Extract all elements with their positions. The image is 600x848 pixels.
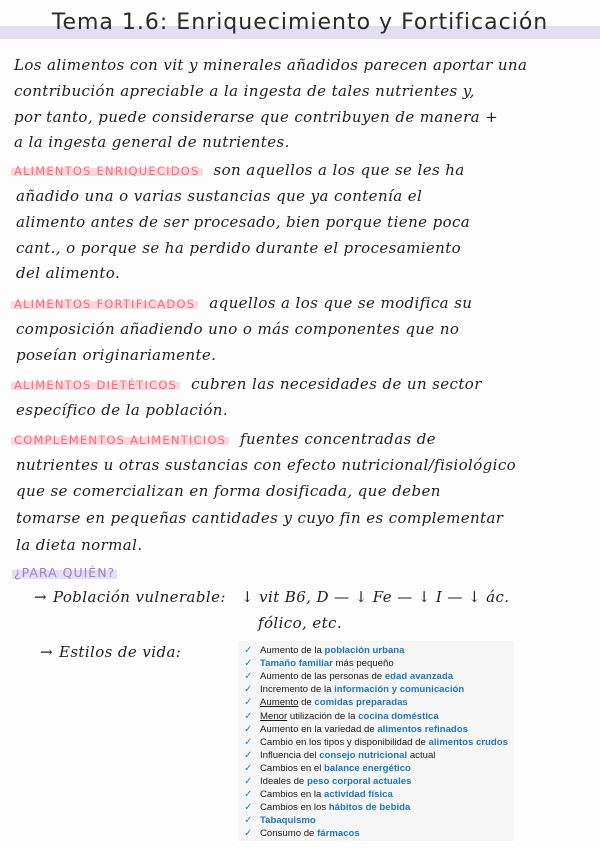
checklist-item [244, 827, 360, 840]
vulnerable-label: Población vulnerable: [52, 588, 226, 606]
vulnerable-row [34, 588, 600, 606]
check-icon: ✓ [244, 749, 253, 761]
checklist-item [244, 814, 316, 827]
definition-fortificados [14, 294, 594, 312]
checklist-item [244, 736, 508, 749]
intro-line: contribución apreciable a la ingesta de tales nutrientes y, [14, 82, 475, 100]
page-title: Tema 1.6: Enriquecimiento y Fortificación [51, 10, 549, 35]
definition-dieteticos [14, 375, 594, 393]
def-text: que se comercializan en forma dosificada, que deben [16, 482, 441, 500]
arrow-right-icon: → [40, 643, 53, 661]
lifestyle-checklist [238, 641, 514, 841]
item-keyword: edad avanzada [384, 671, 454, 683]
checklist-item [244, 762, 411, 775]
def-text: específico de la población. [16, 401, 228, 419]
definition-complementos [14, 430, 594, 448]
checklist-item [244, 710, 439, 723]
def-text: tomarse en pequeñas cantidades y cuyo fin es complementar [16, 509, 504, 527]
lifestyle-label: Estilos de vida: [58, 643, 182, 661]
item-text: utilización de la [287, 710, 359, 722]
checklist-item [244, 775, 411, 788]
def-text: aquellos a los que se modifica su [209, 294, 473, 312]
item-text: de [298, 697, 315, 709]
item-text: Aumento de las personas de [260, 671, 385, 683]
item-keyword: cocina doméstica [358, 710, 439, 722]
item-text: más pequeño [332, 658, 394, 670]
checklist-item [244, 723, 468, 736]
item-keyword: alimentos refinados [377, 723, 468, 735]
term-fortificados: ALIMENTOS FORTIFICADOS [14, 297, 196, 311]
def-text: son aquellos a los que se les ha [213, 161, 465, 179]
term-dieteticos: ALIMENTOS DIETÉTICOS [14, 378, 178, 392]
item-keyword: población urbana [324, 645, 405, 656]
intro-line: a la ingesta general de nutrientes. [14, 133, 290, 151]
item-text: Cambios en el [260, 762, 324, 774]
item-text: Influencia del [260, 749, 320, 761]
check-icon: ✓ [244, 684, 253, 696]
item-keyword: comidas preparadas [314, 697, 408, 709]
vulnerable-cont: fólico, etc. [258, 614, 343, 632]
item-text: Cambios en la [260, 789, 324, 801]
check-icon: ✓ [244, 710, 253, 722]
check-icon: ✓ [244, 815, 253, 827]
item-keyword: fármacos [317, 828, 360, 840]
item-text: Aumento de la [260, 645, 325, 656]
arrow-right-icon: → [34, 588, 47, 606]
item-text: Incremento de la [260, 684, 335, 696]
def-text: del alimento. [16, 264, 121, 282]
term-complementos: COMPLEMENTOS ALIMENTICIOS [14, 433, 227, 447]
check-icon: ✓ [244, 723, 253, 735]
check-icon: ✓ [244, 697, 253, 709]
item-keyword: hábitos de bebida [328, 802, 411, 814]
checklist-item [244, 644, 405, 657]
def-text: composición añadiendo uno o más componentes que no [16, 320, 460, 338]
check-icon: ✓ [244, 762, 253, 774]
item-keyword: peso corporal actuales [306, 776, 412, 787]
vulnerable-text: ↓ vit B6, D — ↓ Fe — ↓ I — ↓ ác. [240, 588, 510, 606]
for-whom-heading: ¿PARA QUIÉN? [14, 565, 116, 580]
check-icon: ✓ [244, 658, 253, 670]
checklist-item [244, 788, 393, 801]
check-icon: ✓ [244, 736, 253, 748]
term-enriquecidos: ALIMENTOS ENRIQUECIDOS [14, 164, 200, 178]
item-text: Cambio en los tipos y disponibilidad de [260, 736, 429, 748]
item-text: Consumo de [260, 828, 318, 840]
item-keyword: información y comunicación [334, 684, 465, 696]
def-text: cant., o porque se ha perdido durante el procesamiento [16, 239, 462, 257]
def-text: cubren las necesidades de un sector [191, 375, 482, 393]
item-keyword: Tabaquismo [260, 815, 316, 827]
item-keyword: Tamaño familiar [260, 658, 333, 670]
checklist-item [244, 801, 410, 814]
item-underlined: Aumento [260, 697, 299, 709]
item-keyword: actividad física [324, 789, 393, 801]
def-text: nutrientes u otras sustancias con efecto nutricional/fisiológico [16, 456, 517, 474]
def-text: alimento antes de ser procesado, bien porque tiene poca [16, 213, 471, 231]
intro-line: por tanto, puede considerarse que contribuyen de manera + [14, 108, 499, 126]
checklist-item [244, 696, 408, 709]
checklist-item [244, 683, 464, 696]
check-icon: ✓ [244, 802, 253, 814]
item-keyword: alimentos crudos [428, 736, 508, 748]
check-icon: ✓ [244, 776, 253, 787]
def-text: poseían originariamente. [16, 346, 217, 364]
item-underlined: Menor [260, 710, 288, 722]
def-text: añadido una o varias sustancias que ya contenía el [16, 187, 423, 205]
checklist-item [244, 749, 435, 762]
item-text: Ideales de [260, 776, 307, 787]
check-icon: ✓ [244, 671, 253, 683]
check-icon: ✓ [244, 645, 253, 656]
def-text: fuentes concentradas de [240, 430, 437, 448]
def-text: la dieta normal. [16, 536, 143, 554]
checklist-item [244, 670, 453, 683]
item-keyword: consejo nutricional [319, 749, 408, 761]
item-text: actual [407, 749, 436, 761]
check-icon: ✓ [244, 789, 253, 801]
intro-line: Los alimentos con vit y minerales añadidos parecen aportar una [14, 56, 528, 74]
definition-enriquecidos [14, 161, 594, 179]
for-whom-heading-row [14, 563, 594, 581]
item-text: Aumento en la variedad de [260, 723, 378, 735]
checklist-item [244, 657, 394, 670]
check-icon: ✓ [244, 828, 253, 840]
item-keyword: balance energético [324, 762, 411, 774]
item-text: Cambios en los [260, 802, 329, 814]
